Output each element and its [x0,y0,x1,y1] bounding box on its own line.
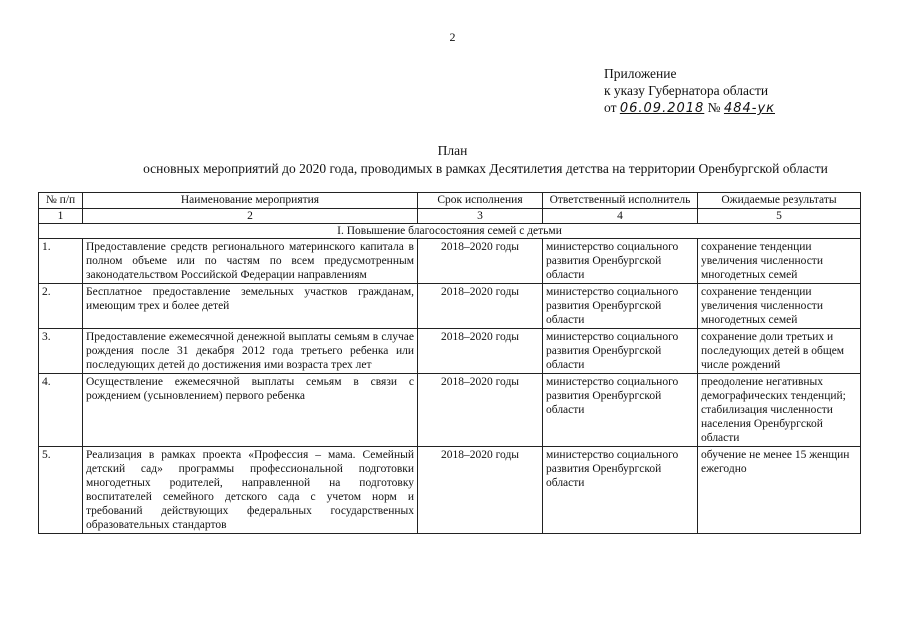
table-row [39,284,861,329]
row-term: 2018–2020 годы [418,329,543,374]
section-title: I. Повышение благосостояния семей с детьми [39,224,861,239]
row-num: 4. [39,374,83,447]
header-result: Ожидаемые результаты [698,193,861,209]
column-number: 2 [83,209,418,224]
row-executor: министерство социального развития Оренбургской области [543,239,698,284]
row-num: 2. [39,284,83,329]
table-row [39,329,861,374]
column-number-row [39,209,861,224]
plan-title: План [437,143,468,158]
column-number: 5 [698,209,861,224]
table-row [39,239,861,284]
row-num: 1. [39,239,83,284]
header-term: Срок исполнения [418,193,543,209]
appendix-line1: Приложение [604,66,677,81]
row-name: Реализация в рамках проекта «Профессия – мама. Семейный детский сад» программы профессиональной подготовки многодетных родителей, направленной на подготовку воспитателей семейного детского сада с учетом норм и требований действующих федеральных государственных образовательных стандартов [83,447,418,534]
appendix-line2: к указу Губернатора области [604,83,769,98]
row-num: 5. [39,447,83,534]
row-result: сохранение тенденции увеличения численности многодетных семей [698,284,861,329]
column-number: 3 [418,209,543,224]
appendix-number: 484-ук [723,101,775,116]
appendix-from-label: от [604,100,617,115]
row-term: 2018–2020 годы [418,447,543,534]
appendix-block [604,65,775,117]
appendix-date-line [604,99,775,117]
row-result: сохранение доли третьих и последующих детей в общем числе рождений [698,329,861,374]
row-result: сохранение тенденции увеличения численности многодетных семей [698,239,861,284]
appendix-number-label: № [707,100,721,115]
row-result: обучение не менее 15 женщин ежегодно [698,447,861,534]
page-number: 2 [449,30,456,44]
row-executor: министерство социального развития Оренбургской области [543,447,698,534]
row-name: Бесплатное предоставление земельных участков гражданам, имеющим трех и более детей [83,284,418,329]
table-row [39,447,861,534]
row-term: 2018–2020 годы [418,284,543,329]
section-row [39,224,861,239]
column-number: 4 [543,209,698,224]
row-executor: министерство социального развития Оренбургской области [543,284,698,329]
row-name: Предоставление ежемесячной денежной выплаты семьям в случае рождения после 31 декабря 2012 года третьего ребенка или последующих детей до достижения ими возраста трех лет [83,329,418,374]
table-header-row [39,193,861,209]
table-row [39,374,861,447]
row-term: 2018–2020 годы [418,239,543,284]
header-executor: Ответственный исполнитель [543,193,698,209]
row-term: 2018–2020 годы [418,374,543,447]
column-number: 1 [39,209,83,224]
plan-subtitle: основных мероприятий до 2020 года, проводимых в рамках Десятилетия детства на территории Оренбургской области [143,161,828,176]
header-num: № п/п [39,193,83,209]
row-executor: министерство социального развития Оренбургской области [543,374,698,447]
row-result: преодоление негативных демографических тенденций; стабилизация численности населения Оренбургской области [698,374,861,447]
header-name: Наименование мероприятия [83,193,418,209]
appendix-date: 06.09.2018 [619,101,705,116]
row-name: Осуществление ежемесячной выплаты семьям в связи с рождением (усыновлением) первого ребенка [83,374,418,447]
row-num: 3. [39,329,83,374]
plan-table [38,192,861,534]
row-executor: министерство социального развития Оренбургской области [543,329,698,374]
row-name: Предоставление средств регионального материнского капитала в полном объеме или по частям по всем предусмотренным законодательством Российской Федерации направлениям [83,239,418,284]
